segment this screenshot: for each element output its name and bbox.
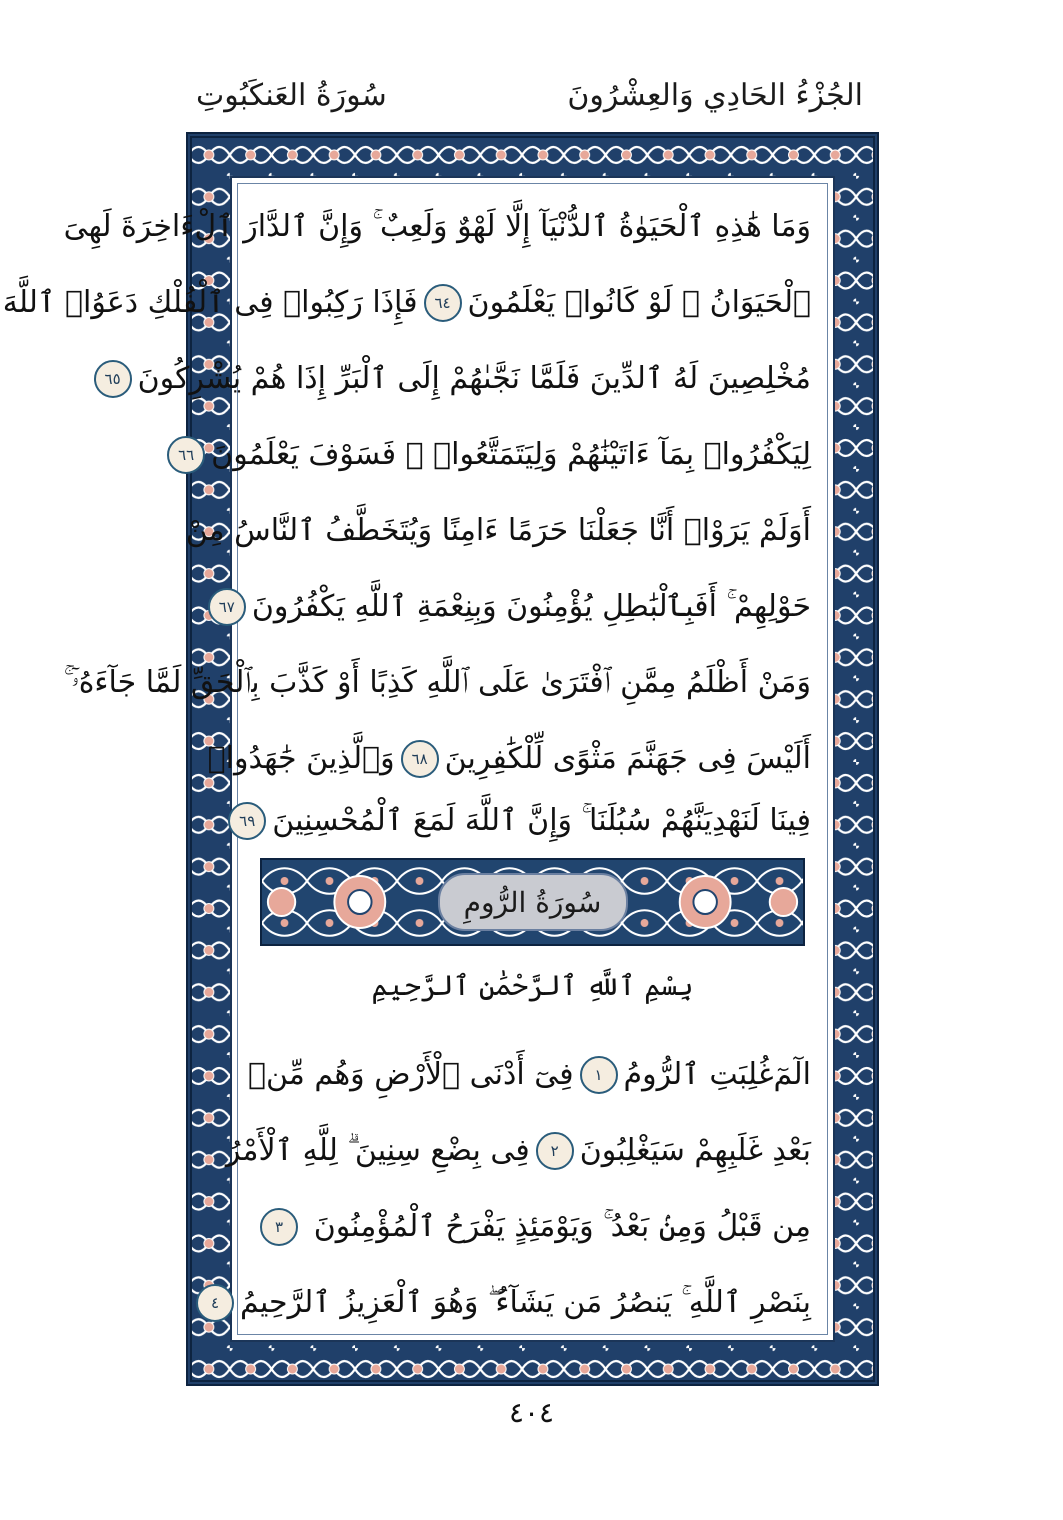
line-text: أَلَيْسَ فِى جَهَنَّمَ مَثْوًى لِّلْكَٰفِرِينَ (444, 741, 811, 776)
text-line (2, 264, 811, 342)
ayah-marker: ٦٤ (424, 284, 462, 322)
juz-header: الجُزْءُ الحَادِي وَالعِشْرُونَ (567, 78, 863, 113)
surah-title: سُورَةُ الرُّومِ (438, 873, 628, 931)
ayah-marker: ٦٧ (208, 588, 246, 626)
line-text: فِينَا لَنَهْدِيَنَّهُمْ سُبُلَنَا ۚ وَإِنَّ ٱللَّهَ لَمَعَ ٱلْمُحْسِنِينَ (272, 803, 811, 838)
line-text: أَوَلَمْ يَرَوْا۟ أَنَّا جَعَلْنَا حَرَمًا ءَامِنًا وَيُتَخَطَّفُ ٱلنَّاسُ مِنْ (185, 513, 811, 548)
line-text: وَمَا هَٰذِهِ ٱلْحَيَوٰةُ ٱلدُّنْيَآ إِلَّا لَهْوٌ وَلَعِبٌ ۚ وَإِنَّ ٱلدَّارَ ٱلْءَاخِرَةَ لَهِىَ (63, 209, 811, 244)
text-line (63, 644, 811, 722)
surah-banner (260, 858, 805, 946)
text-line (210, 1264, 811, 1342)
ayah-marker: ٦٨ (401, 740, 439, 778)
text-line (254, 1188, 811, 1266)
surah-header: سُورَةُ العَنكَبُوتِ (196, 78, 387, 113)
line-text: ٱلْحَيَوَانُ ۚ لَوْ كَانُوا۟ يَعْلَمُونَ (467, 285, 811, 320)
line-text: بَعْدِ غَلَبِهِمْ سَيَغْلِبُونَ (579, 1133, 811, 1168)
page-frame (2, 132, 879, 1386)
page-number: ٤٠٤ (508, 1396, 555, 1429)
line-text: مِن قَبْلُ وَمِنۢ بَعْدُ ۚ وَيَوْمَئِذٍ يَفْرَحُ ٱلْمُؤْمِنُونَ (313, 1209, 811, 1244)
ayah-marker: ١ (580, 1056, 618, 1094)
line-text: بِنَصْرِ ٱللَّهِ ۚ يَنصُرُ مَن يَشَآءُ ۖ وَهُوَ ٱلْعَزِيزُ ٱلرَّحِيمُ (240, 1285, 811, 1320)
text-line (178, 416, 811, 494)
ayah-marker: ٢ (536, 1132, 574, 1170)
ayah-marker: ٤ (196, 1284, 234, 1322)
basmala: بِسْمِ ٱللَّهِ ٱلرَّحْمَٰنِ ٱلرَّحِيمِ (371, 968, 694, 1002)
line-text: فِىٓ أَدْنَى ٱلْأَرْضِ وَهُم مِّنۢ (247, 1057, 574, 1092)
text-line (104, 340, 811, 418)
ayah-marker: ٦٦ (167, 436, 205, 474)
line-text: وَٱلَّذِينَ جَٰهَدُوا۟ (207, 741, 395, 776)
line-text: غُلِبَتِ ٱلرُّومُ (623, 1057, 774, 1092)
line-text: فَإِذَا رَكِبُوا۟ فِى ٱلْفُلْكِ دَعَوُا۟ ٱللَّهَ (2, 285, 418, 320)
text-line (225, 1112, 811, 1190)
text-area (2, 176, 835, 1342)
text-line (239, 782, 811, 860)
line-text: لِيَكْفُرُوا۟ بِمَآ ءَاتَيْنَٰهُمْ وَلِيَتَمَتَّعُوا۟ ۖ فَسَوْفَ يَعْلَمُونَ (211, 437, 811, 472)
line-text: الٓمٓ (773, 1057, 811, 1092)
text-line (218, 568, 811, 646)
ayah-marker: ٣ (260, 1208, 298, 1246)
ayah-marker: ٦٩ (228, 802, 266, 840)
line-text: فِى بِضْعِ سِنِينَ ۗ لِلَّهِ ٱلْأَمْرُ (225, 1133, 530, 1168)
ayah-marker: ٦٥ (94, 360, 132, 398)
text-line (63, 188, 811, 266)
line-text: حَوْلِهِمْ ۚ أَفَبِٱلْبَٰطِلِ يُؤْمِنُونَ وَبِنِعْمَةِ ٱللَّهِ يَكْفُرُونَ (251, 589, 811, 624)
text-line (185, 492, 811, 570)
line-text: مُخْلِصِينَ لَهُ ٱلدِّينَ فَلَمَّا نَجَّىٰهُمْ إِلَى ٱلْبَرِّ إِذَا هُمْ يُشْرِكُونَ (137, 361, 811, 396)
line-text: وَمَنْ أَظْلَمُ مِمَّنِ ٱفْتَرَىٰ عَلَى ٱللَّهِ كَذِبًا أَوْ كَذَّبَ بِٱلْحَقِّ لَمَّا جَآءَهُۥٓ ۚ (63, 665, 811, 700)
text-line (247, 1036, 811, 1114)
